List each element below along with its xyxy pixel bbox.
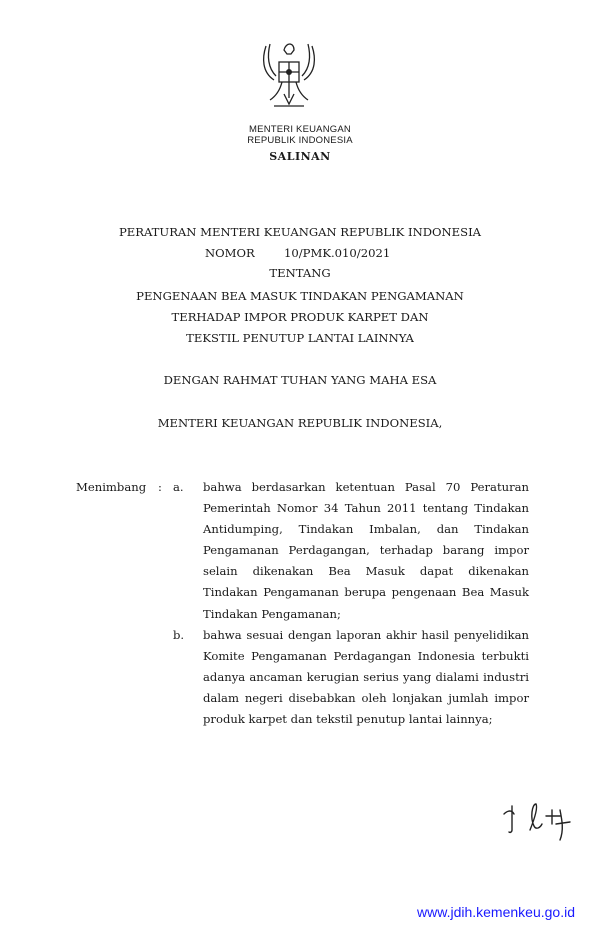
clause-line: Tindakan Pengamanan berupa pengenaan Bea Masuk bbox=[203, 585, 529, 599]
salinan-stamp: SALINAN bbox=[269, 150, 331, 163]
paraf-signature-icon bbox=[500, 800, 590, 845]
clause-line: Antidumping, Tindakan Imbalan, dan Tindakan bbox=[203, 522, 529, 536]
subject-line: TEKSTIL PENUTUP LANTAI LAINNYA bbox=[186, 331, 414, 345]
clause-line: bahwa sesuai dengan laporan akhir hasil penyelidikan bbox=[203, 628, 529, 642]
subject-line: TERHADAP IMPOR PRODUK KARPET DAN bbox=[171, 310, 429, 324]
nomor-value: 10/PMK.010/2021 bbox=[284, 246, 391, 260]
item-marker: b. bbox=[173, 628, 185, 642]
clause-line: Komite Pengamanan Perdagangan Indonesia terbukti bbox=[203, 649, 529, 663]
jdih-website-link[interactable]: www.jdih.kemenkeu.go.id bbox=[417, 904, 575, 920]
authority: MENTERI KEUANGAN REPUBLIK INDONESIA, bbox=[157, 416, 443, 430]
clause-line: Pengamanan Perdagangan, terhadap barang impor bbox=[203, 543, 529, 557]
nomor-label: NOMOR bbox=[205, 246, 255, 260]
regulation-title: PERATURAN MENTERI KEUANGAN REPUBLIK INDONESIA bbox=[118, 225, 482, 239]
subject-line: PENGENAAN BEA MASUK TINDAKAN PENGAMANAN bbox=[136, 289, 464, 303]
clause-line: Pemerintah Nomor 34 Tahun 2011 tentang Tindakan bbox=[203, 501, 529, 515]
clause-line: produk karpet dan tekstil penutup lantai lainnya; bbox=[203, 712, 493, 726]
colon: : bbox=[158, 480, 162, 494]
invocation: DENGAN RAHMAT TUHAN YANG MAHA ESA bbox=[163, 373, 437, 387]
tentang: TENTANG bbox=[269, 266, 331, 280]
clause-line: dalam negeri disebabkan oleh lonjakan jumlah impor bbox=[203, 691, 529, 705]
letterhead-line1: MENTERI KEUANGAN bbox=[249, 124, 351, 135]
clause-line: Tindakan Pengamanan; bbox=[203, 607, 341, 621]
letterhead-line2: REPUBLIK INDONESIA bbox=[247, 135, 353, 146]
clause-line: adanya ancaman kerugian serius yang dialami industri bbox=[203, 670, 529, 684]
clause-line: bahwa berdasarkan ketentuan Pasal 70 Peraturan bbox=[203, 480, 529, 494]
garuda-emblem-icon bbox=[258, 38, 320, 118]
clause-line: selain dikenakan Bea Masuk dapat dikenakan bbox=[203, 564, 529, 578]
item-marker: a. bbox=[173, 480, 184, 494]
menimbang-label: Menimbang bbox=[76, 480, 147, 494]
